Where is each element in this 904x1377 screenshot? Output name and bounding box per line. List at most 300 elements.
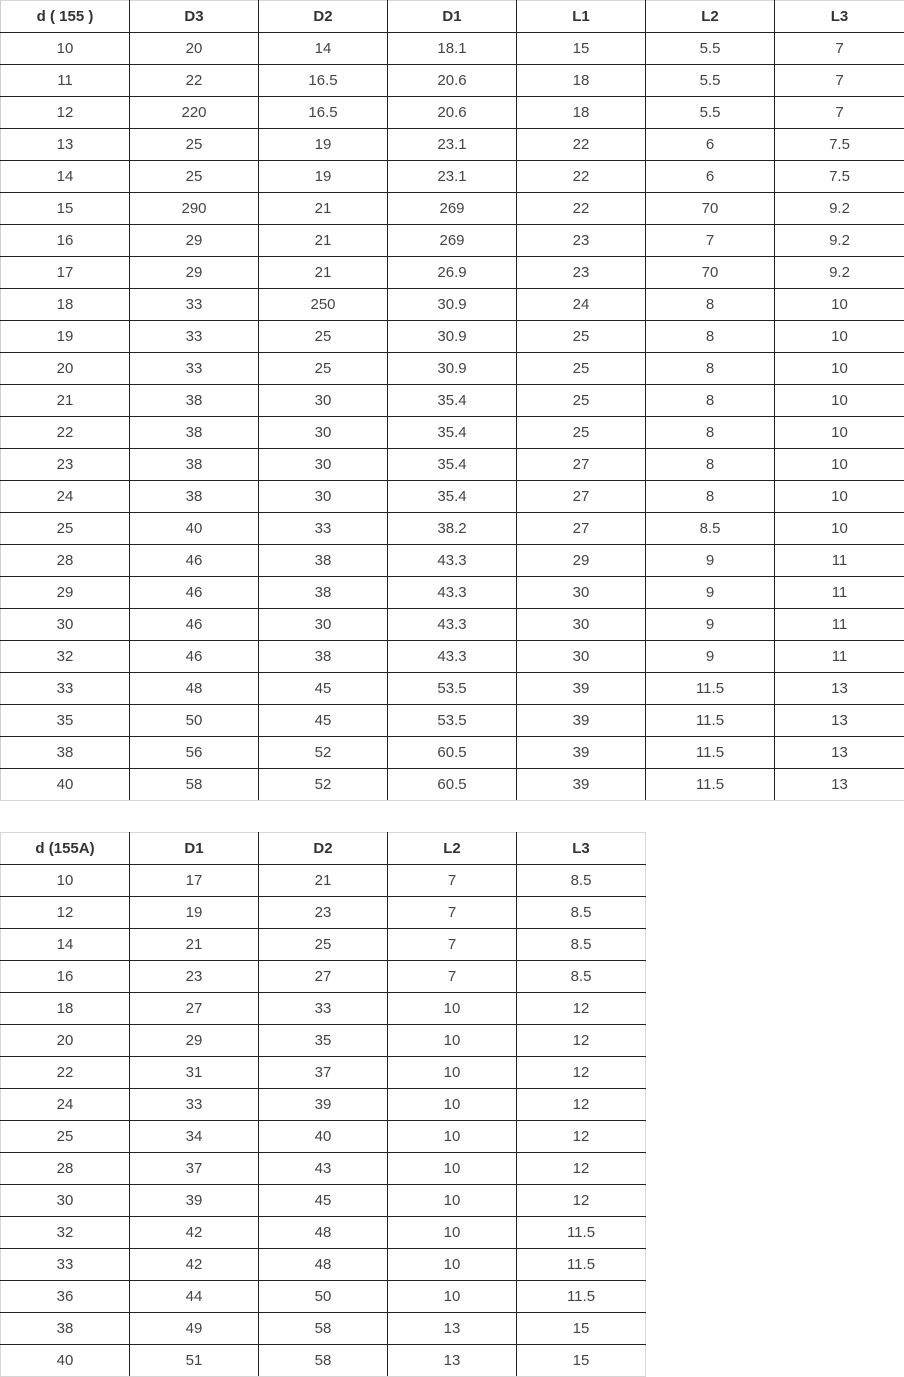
table-row <box>1 1249 646 1281</box>
table-cell: 42 <box>130 1249 259 1281</box>
table-cell: 23 <box>517 257 646 289</box>
table-row <box>1 545 904 577</box>
table-cell: 45 <box>259 705 388 737</box>
table-cell: 49 <box>130 1313 259 1345</box>
table-cell: 7 <box>388 961 517 993</box>
table-cell: 10 <box>388 1025 517 1057</box>
table-cell: 7 <box>388 897 517 929</box>
table-cell: 290 <box>130 193 259 225</box>
table-row <box>1 1345 646 1377</box>
table-cell: 5.5 <box>646 97 775 129</box>
table-row <box>1 1217 646 1249</box>
table-cell: 22 <box>130 65 259 97</box>
table-cell: 38.2 <box>388 513 517 545</box>
table-header <box>1 833 646 865</box>
table-cell: 8.5 <box>646 513 775 545</box>
table-cell: 12 <box>517 1089 646 1121</box>
table-cell: 30 <box>259 609 388 641</box>
table-cell: 25 <box>517 353 646 385</box>
table-cell: 7 <box>775 97 904 129</box>
table-row <box>1 289 904 321</box>
table-cell: 5.5 <box>646 33 775 65</box>
table-row <box>1 705 904 737</box>
table-cell: 250 <box>259 289 388 321</box>
table-cell: 32 <box>1 641 130 673</box>
table-cell: 28 <box>1 545 130 577</box>
table-cell: 8.5 <box>517 865 646 897</box>
table-cell: 36 <box>1 1281 130 1313</box>
table-cell: 9 <box>646 577 775 609</box>
table-row <box>1 129 904 161</box>
table-cell: 23 <box>517 225 646 257</box>
table-cell: 20.6 <box>388 65 517 97</box>
table-cell: 9.2 <box>775 193 904 225</box>
table-cell: 8 <box>646 481 775 513</box>
table-row <box>1 865 646 897</box>
table-cell: 12 <box>517 1057 646 1089</box>
table-cell: 21 <box>130 929 259 961</box>
table-cell: 30 <box>259 385 388 417</box>
table-cell: 23.1 <box>388 161 517 193</box>
table-row <box>1 1281 646 1313</box>
table-cell: 13 <box>1 129 130 161</box>
table-cell: 27 <box>517 513 646 545</box>
table-row <box>1 993 646 1025</box>
table-cell: 27 <box>517 481 646 513</box>
table-cell: 15 <box>1 193 130 225</box>
table-cell: 13 <box>388 1345 517 1377</box>
table-cell: 53.5 <box>388 673 517 705</box>
table-cell: 38 <box>259 641 388 673</box>
table-cell: 40 <box>1 1345 130 1377</box>
table-cell: 31 <box>130 1057 259 1089</box>
table-row <box>1 897 646 929</box>
table-cell: 8.5 <box>517 961 646 993</box>
table-cell: 30 <box>1 609 130 641</box>
table-row <box>1 769 904 801</box>
table-cell: 27 <box>259 961 388 993</box>
table-cell: 12 <box>517 1185 646 1217</box>
table-cell: 5.5 <box>646 65 775 97</box>
table-cell: 11.5 <box>646 769 775 801</box>
table-row <box>1 481 904 513</box>
table-cell: 21 <box>259 193 388 225</box>
table-cell: 50 <box>130 705 259 737</box>
table-cell: 10 <box>775 353 904 385</box>
table-cell: 48 <box>130 673 259 705</box>
table-row <box>1 65 904 97</box>
table-cell: 52 <box>259 769 388 801</box>
column-header: d (155A) <box>1 833 130 865</box>
table-cell: 30 <box>517 577 646 609</box>
table-cell: 7 <box>646 225 775 257</box>
table-cell: 38 <box>259 577 388 609</box>
table-row <box>1 161 904 193</box>
table-cell: 35.4 <box>388 385 517 417</box>
table-row <box>1 321 904 353</box>
table-cell: 30 <box>259 417 388 449</box>
table-cell: 8 <box>646 321 775 353</box>
table-cell: 30.9 <box>388 353 517 385</box>
table-cell: 43.3 <box>388 641 517 673</box>
table-row <box>1 257 904 289</box>
table-header <box>1 1 904 33</box>
table-cell: 43.3 <box>388 545 517 577</box>
table-cell: 30 <box>259 481 388 513</box>
table-cell: 8 <box>646 353 775 385</box>
table-cell: 7.5 <box>775 129 904 161</box>
table-cell: 10 <box>775 289 904 321</box>
table-cell: 46 <box>130 577 259 609</box>
table-cell: 58 <box>259 1345 388 1377</box>
table-cell: 30 <box>517 609 646 641</box>
table-cell: 38 <box>1 737 130 769</box>
table-row <box>1 417 904 449</box>
table-cell: 58 <box>130 769 259 801</box>
table-cell: 56 <box>130 737 259 769</box>
table-cell: 25 <box>130 161 259 193</box>
table-cell: 11.5 <box>646 705 775 737</box>
table-cell: 9.2 <box>775 257 904 289</box>
table-cell: 39 <box>130 1185 259 1217</box>
table-cell: 16.5 <box>259 65 388 97</box>
header-row <box>1 1 904 33</box>
table-cell: 30 <box>517 641 646 673</box>
table-cell: 70 <box>646 257 775 289</box>
table-cell: 8 <box>646 289 775 321</box>
table-cell: 27 <box>130 993 259 1025</box>
table-cell: 6 <box>646 129 775 161</box>
table-cell: 20.6 <box>388 97 517 129</box>
table-cell: 11.5 <box>517 1281 646 1313</box>
table-cell: 23.1 <box>388 129 517 161</box>
table-cell: 30 <box>1 1185 130 1217</box>
table-row <box>1 961 646 993</box>
table-cell: 15 <box>517 1313 646 1345</box>
table-cell: 40 <box>130 513 259 545</box>
table-cell: 33 <box>130 353 259 385</box>
table-cell: 12 <box>517 993 646 1025</box>
table-row <box>1 1313 646 1345</box>
column-header: D2 <box>259 1 388 33</box>
table-cell: 29 <box>130 257 259 289</box>
table-cell: 25 <box>1 1121 130 1153</box>
table-cell: 30.9 <box>388 321 517 353</box>
table-cell: 9.2 <box>775 225 904 257</box>
table-cell: 45 <box>259 1185 388 1217</box>
table-cell: 20 <box>1 1025 130 1057</box>
table-cell: 51 <box>130 1345 259 1377</box>
column-header: d ( 155 ) <box>1 1 130 33</box>
column-header: L2 <box>388 833 517 865</box>
table-row <box>1 193 904 225</box>
table-cell: 17 <box>130 865 259 897</box>
table-cell: 8 <box>646 449 775 481</box>
table-cell: 7 <box>388 865 517 897</box>
table-cell: 29 <box>517 545 646 577</box>
table-cell: 33 <box>130 1089 259 1121</box>
table-cell: 220 <box>130 97 259 129</box>
table-row <box>1 1121 646 1153</box>
table-cell: 11.5 <box>517 1217 646 1249</box>
table-cell: 22 <box>1 417 130 449</box>
table-cell: 21 <box>1 385 130 417</box>
table-cell: 8.5 <box>517 929 646 961</box>
table-cell: 30 <box>259 449 388 481</box>
table-cell: 10 <box>775 385 904 417</box>
table-row <box>1 513 904 545</box>
table-cell: 7 <box>388 929 517 961</box>
table-cell: 10 <box>388 1121 517 1153</box>
table-cell: 35.4 <box>388 481 517 513</box>
table-cell: 25 <box>517 385 646 417</box>
table-cell: 7 <box>775 33 904 65</box>
table-row <box>1 609 904 641</box>
table-cell: 35.4 <box>388 449 517 481</box>
table-cell: 15 <box>517 1345 646 1377</box>
table-cell: 45 <box>259 673 388 705</box>
table-cell: 11.5 <box>517 1249 646 1281</box>
table-cell: 11.5 <box>646 673 775 705</box>
table-cell: 38 <box>130 481 259 513</box>
table-cell: 13 <box>775 673 904 705</box>
column-header: D1 <box>130 833 259 865</box>
table-cell: 43.3 <box>388 609 517 641</box>
column-header: L2 <box>646 1 775 33</box>
table-row <box>1 929 646 961</box>
table-cell: 44 <box>130 1281 259 1313</box>
table-cell: 40 <box>1 769 130 801</box>
table-cell: 25 <box>259 353 388 385</box>
table-cell: 35 <box>259 1025 388 1057</box>
table-cell: 37 <box>259 1057 388 1089</box>
table-row <box>1 673 904 705</box>
table-cell: 10 <box>388 1249 517 1281</box>
table-row <box>1 1153 646 1185</box>
table-cell: 11 <box>775 609 904 641</box>
table-cell: 16.5 <box>259 97 388 129</box>
table-cell: 18 <box>517 65 646 97</box>
table-cell: 39 <box>517 769 646 801</box>
table-cell: 7.5 <box>775 161 904 193</box>
table-cell: 18.1 <box>388 33 517 65</box>
table-cell: 13 <box>388 1313 517 1345</box>
table-row <box>1 641 904 673</box>
table-cell: 22 <box>517 129 646 161</box>
table-cell: 60.5 <box>388 737 517 769</box>
table-cell: 10 <box>388 1185 517 1217</box>
table-cell: 13 <box>775 737 904 769</box>
table-cell: 34 <box>130 1121 259 1153</box>
table-cell: 21 <box>259 257 388 289</box>
table-cell: 12 <box>1 97 130 129</box>
table-cell: 48 <box>259 1217 388 1249</box>
table-cell: 10 <box>388 1057 517 1089</box>
table-row <box>1 577 904 609</box>
table-row <box>1 1185 646 1217</box>
table-cell: 38 <box>130 417 259 449</box>
table-cell: 29 <box>130 1025 259 1057</box>
table-cell: 16 <box>1 225 130 257</box>
table-cell: 10 <box>388 1153 517 1185</box>
table-cell: 6 <box>646 161 775 193</box>
table-cell: 33 <box>1 673 130 705</box>
table-cell: 19 <box>130 897 259 929</box>
table-row <box>1 225 904 257</box>
table-cell: 39 <box>517 673 646 705</box>
table-cell: 11 <box>775 545 904 577</box>
table-cell: 13 <box>775 769 904 801</box>
column-header: L3 <box>517 833 646 865</box>
table-cell: 25 <box>517 321 646 353</box>
table-cell: 13 <box>775 705 904 737</box>
table-cell: 10 <box>388 1217 517 1249</box>
table-cell: 8 <box>646 385 775 417</box>
column-header: D3 <box>130 1 259 33</box>
table-cell: 14 <box>259 33 388 65</box>
table-body <box>1 33 904 801</box>
table-cell: 10 <box>1 865 130 897</box>
table-cell: 38 <box>259 545 388 577</box>
column-header: D1 <box>388 1 517 33</box>
table-cell: 20 <box>1 353 130 385</box>
dimension-table-155a <box>0 832 646 1377</box>
table-cell: 12 <box>517 1025 646 1057</box>
table-cell: 8.5 <box>517 897 646 929</box>
table-cell: 8 <box>646 417 775 449</box>
table-row <box>1 353 904 385</box>
table-cell: 20 <box>130 33 259 65</box>
table-cell: 269 <box>388 193 517 225</box>
table-cell: 18 <box>1 289 130 321</box>
table-cell: 14 <box>1 161 130 193</box>
table-row <box>1 97 904 129</box>
table-cell: 33 <box>1 1249 130 1281</box>
table-cell: 58 <box>259 1313 388 1345</box>
table-cell: 10 <box>1 33 130 65</box>
table-row <box>1 1057 646 1089</box>
table-cell: 38 <box>130 385 259 417</box>
table-cell: 29 <box>130 225 259 257</box>
table-cell: 39 <box>517 737 646 769</box>
table-cell: 24 <box>1 1089 130 1121</box>
table-cell: 28 <box>1 1153 130 1185</box>
table-cell: 12 <box>517 1121 646 1153</box>
table-cell: 50 <box>259 1281 388 1313</box>
table-cell: 27 <box>517 449 646 481</box>
table-cell: 18 <box>517 97 646 129</box>
table-cell: 23 <box>259 897 388 929</box>
table-cell: 21 <box>259 225 388 257</box>
table-cell: 18 <box>1 993 130 1025</box>
table-cell: 12 <box>517 1153 646 1185</box>
table-cell: 24 <box>517 289 646 321</box>
table-cell: 46 <box>130 641 259 673</box>
table-cell: 22 <box>517 161 646 193</box>
table-cell: 42 <box>130 1217 259 1249</box>
table-cell: 70 <box>646 193 775 225</box>
table-cell: 10 <box>775 417 904 449</box>
table-cell: 39 <box>259 1089 388 1121</box>
table-cell: 10 <box>388 993 517 1025</box>
table-cell: 38 <box>1 1313 130 1345</box>
table-cell: 21 <box>259 865 388 897</box>
table-cell: 30.9 <box>388 289 517 321</box>
table-cell: 269 <box>388 225 517 257</box>
table-cell: 22 <box>517 193 646 225</box>
table-cell: 10 <box>775 513 904 545</box>
table-cell: 23 <box>1 449 130 481</box>
table-cell: 10 <box>388 1281 517 1313</box>
table-row <box>1 449 904 481</box>
table-cell: 9 <box>646 609 775 641</box>
table-cell: 11 <box>775 641 904 673</box>
table-cell: 35 <box>1 705 130 737</box>
table-cell: 10 <box>775 321 904 353</box>
table-cell: 15 <box>517 33 646 65</box>
table-cell: 25 <box>259 929 388 961</box>
table-cell: 16 <box>1 961 130 993</box>
table-cell: 37 <box>130 1153 259 1185</box>
table-cell: 25 <box>130 129 259 161</box>
table-row <box>1 1089 646 1121</box>
table-row <box>1 385 904 417</box>
table-cell: 33 <box>130 321 259 353</box>
table-cell: 33 <box>259 513 388 545</box>
table-cell: 10 <box>388 1089 517 1121</box>
table-cell: 19 <box>259 161 388 193</box>
table-cell: 46 <box>130 545 259 577</box>
table-cell: 14 <box>1 929 130 961</box>
table-row <box>1 33 904 65</box>
table-cell: 46 <box>130 609 259 641</box>
table-cell: 39 <box>517 705 646 737</box>
table-cell: 52 <box>259 737 388 769</box>
table-cell: 9 <box>646 641 775 673</box>
column-header: D2 <box>259 833 388 865</box>
table-cell: 12 <box>1 897 130 929</box>
table-cell: 9 <box>646 545 775 577</box>
table-row <box>1 737 904 769</box>
table-cell: 53.5 <box>388 705 517 737</box>
table-cell: 7 <box>775 65 904 97</box>
table-cell: 25 <box>517 417 646 449</box>
column-header: L1 <box>517 1 646 33</box>
table-cell: 24 <box>1 481 130 513</box>
column-header: L3 <box>775 1 904 33</box>
table-cell: 19 <box>1 321 130 353</box>
table-cell: 29 <box>1 577 130 609</box>
header-row <box>1 833 646 865</box>
table-cell: 33 <box>259 993 388 1025</box>
table-cell: 32 <box>1 1217 130 1249</box>
table-cell: 17 <box>1 257 130 289</box>
table-cell: 33 <box>130 289 259 321</box>
table-cell: 19 <box>259 129 388 161</box>
table-cell: 26.9 <box>388 257 517 289</box>
table-row <box>1 1025 646 1057</box>
table-cell: 23 <box>130 961 259 993</box>
table-cell: 11 <box>1 65 130 97</box>
table-cell: 40 <box>259 1121 388 1153</box>
table-cell: 43 <box>259 1153 388 1185</box>
table-body <box>1 865 646 1377</box>
table-cell: 43.3 <box>388 577 517 609</box>
table-cell: 48 <box>259 1249 388 1281</box>
table-cell: 25 <box>1 513 130 545</box>
table-cell: 10 <box>775 449 904 481</box>
table-cell: 11.5 <box>646 737 775 769</box>
